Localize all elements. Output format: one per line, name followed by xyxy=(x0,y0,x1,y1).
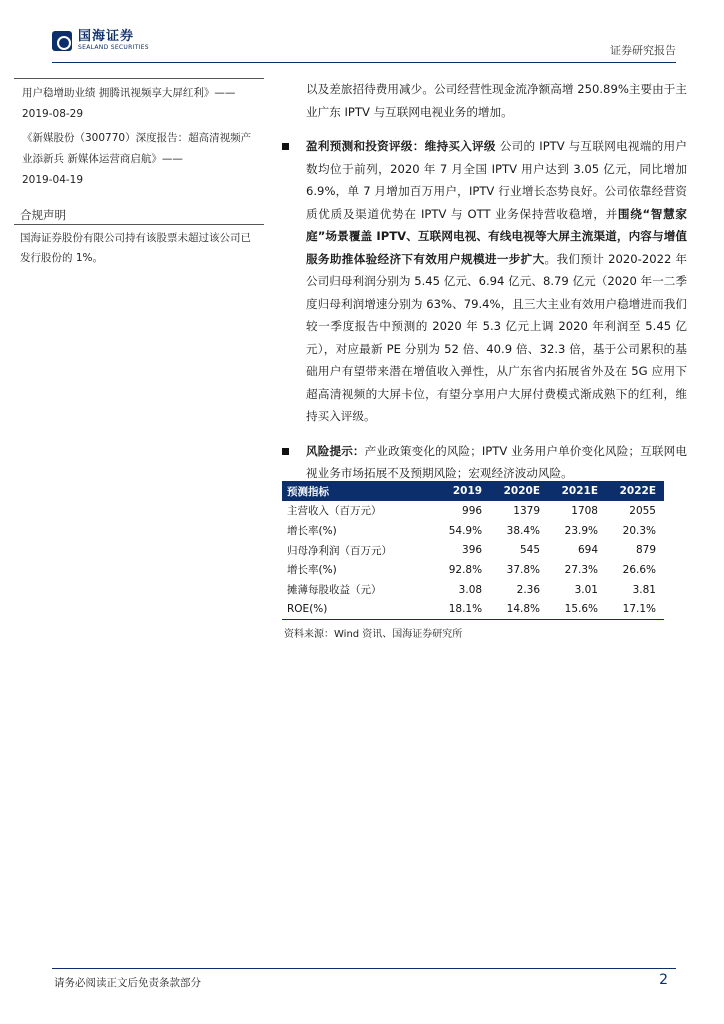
table-cell: 54.9% xyxy=(448,524,483,537)
forecast-table xyxy=(282,481,664,620)
report-header xyxy=(52,30,676,60)
table-cell: 摊薄每股收益（元） xyxy=(287,584,382,597)
paragraph-text: 产业政策变化的风险；IPTV 业务用户单价变化风险；互联网电视业务市场拓展不及预期风险；宏观经济波动风险。 xyxy=(306,443,687,480)
table-cell: 879 xyxy=(635,544,656,557)
compliance-text: 国海证券股份有限公司持有该股票未超过该公司已发行股份的 1%。 xyxy=(20,232,251,264)
forecast-table-section xyxy=(282,481,664,640)
rating-lead: 盈利预测和投资评级：维持买入评级 xyxy=(306,139,496,153)
table-cell: 92.8% xyxy=(448,563,483,576)
main-content xyxy=(282,78,687,485)
table-cell: 3.81 xyxy=(632,583,656,596)
table-cell: 37.8% xyxy=(506,563,541,576)
rating-paragraph xyxy=(282,135,687,428)
related-report-date: 2019-04-19 xyxy=(22,174,84,186)
table-row xyxy=(282,560,664,580)
table-cell: 694 xyxy=(577,544,598,557)
table-row xyxy=(282,599,664,619)
table-cell: 3.01 xyxy=(574,583,598,596)
page-number: 2 xyxy=(659,972,668,988)
table-header-cell: 2021E xyxy=(561,485,598,497)
risk-paragraph xyxy=(282,440,687,485)
table-source: 资料来源：Wind 资讯、国海证券研究所 xyxy=(284,628,463,640)
related-report-title: 用户稳增助业绩 拥腾讯视频享大屏红利》—— xyxy=(22,87,236,99)
table-cell: 3.08 xyxy=(458,583,483,596)
footer-divider xyxy=(52,968,676,969)
paragraph-text: 以及差旅招待费用减少。公司经营性现金流净额高增 250.89%主要由于主业广东 IPTV 与互联网电视业务的增加。 xyxy=(306,82,687,119)
company-logo xyxy=(52,30,149,52)
table-cell: 增长率(%) xyxy=(287,525,337,538)
related-report-title: 《新媒股份（300770）深度报告：超高清视频产业添新兵 新媒体运营商启航》—— xyxy=(22,132,252,165)
paragraph-text: 公司的 IPTV 与互联网电视端的用户数均位于前列，2020 年 7 月全国 IPTV 用户达到 3.05 亿元，同比增加 6.9%，单 7 月增加百万用户，IPTV 行业增长态势良好。公司依靠经营资质优质及渠道优势在 IPTV 与 OTT 业务保持营收稳增，并 xyxy=(306,139,687,221)
table-header-cell: 预测指标 xyxy=(287,485,329,498)
risk-lead: 风险提示： xyxy=(306,443,365,458)
table-cell: 1379 xyxy=(513,504,541,517)
table-cell: 20.3% xyxy=(622,524,656,537)
table-cell: 996 xyxy=(462,504,483,517)
table-cell: 15.6% xyxy=(548,599,606,619)
table-cell: 增长率(%) xyxy=(287,564,337,577)
table-cell: 归母净利润（百万元） xyxy=(287,544,392,557)
cashflow-paragraph xyxy=(282,78,687,123)
table-row xyxy=(282,501,664,521)
related-report-date: 2019-08-29 xyxy=(22,108,84,120)
sealand-logo-icon xyxy=(52,31,72,51)
table-row xyxy=(282,540,664,560)
sidebar xyxy=(14,78,264,268)
header-divider xyxy=(52,62,676,63)
table-cell: 545 xyxy=(519,544,541,557)
table-header-cell: 2022E xyxy=(619,485,656,497)
table-cell: 396 xyxy=(462,544,483,557)
logo-name-cn: 国海证券 xyxy=(78,29,135,44)
table-cell: 27.3% xyxy=(564,563,598,576)
table-cell: 2.36 xyxy=(516,583,541,596)
table-cell: 17.1% xyxy=(606,599,664,619)
report-type-label: 证券研究报告 xyxy=(610,44,676,57)
footer-disclaimer: 请务必阅读正文后免责条款部分 xyxy=(54,977,201,989)
table-cell: 14.8% xyxy=(490,599,548,619)
compliance-heading: 合规声明 xyxy=(20,208,66,222)
table-header-row xyxy=(282,481,664,501)
table-cell: 23.9% xyxy=(564,524,598,537)
logo-name-en: SEALAND SECURITIES xyxy=(78,44,149,51)
table-cell: 主营收入（百万元） xyxy=(287,505,382,518)
table-row xyxy=(282,580,664,600)
table-cell: 2055 xyxy=(629,504,656,517)
bullet-square-icon xyxy=(282,143,289,150)
paragraph-text: 。我们预计 2020-2022 年公司归母利润分别为 5.45 亿元、6.94 亿元、8.79 亿元（2020 年一二季度归母利润增速分别为 63%、79.4%，且三大主业有效用户稳增进而我们较一季度报告中预测的 2020 年 5.3 亿元上调 2020 年利润至 5.45 亿元），对应最新 PE 分别为 52 倍、40.9 倍、32.3 倍，基于公司累积的基础用户有望带来潜在增值收入弹性，从广东省内拓展省外及在 5G 应用下超高清视频的大屏卡位，有望分享用户大屏付费模式渐成熟下的红利，维持买入评级。 xyxy=(306,251,687,423)
bullet-square-icon xyxy=(282,448,289,455)
table-cell: 18.1% xyxy=(436,599,490,619)
table-header-cell: 2019 xyxy=(452,485,483,497)
table-cell: 1708 xyxy=(571,504,598,517)
table-cell: ROE(%) xyxy=(282,599,436,619)
table-cell: 26.6% xyxy=(622,563,656,576)
table-cell: 38.4% xyxy=(506,524,541,537)
emphasis-text: 围绕“智慧家庭”场景覆盖 IPTV、互联网电视、有线电视等大屏主流渠道，内容与增值服务助推体验经济下有效用户规模进一步扩大 xyxy=(306,206,687,266)
table-header-cell: 2020E xyxy=(503,485,541,497)
table-row xyxy=(282,521,664,541)
